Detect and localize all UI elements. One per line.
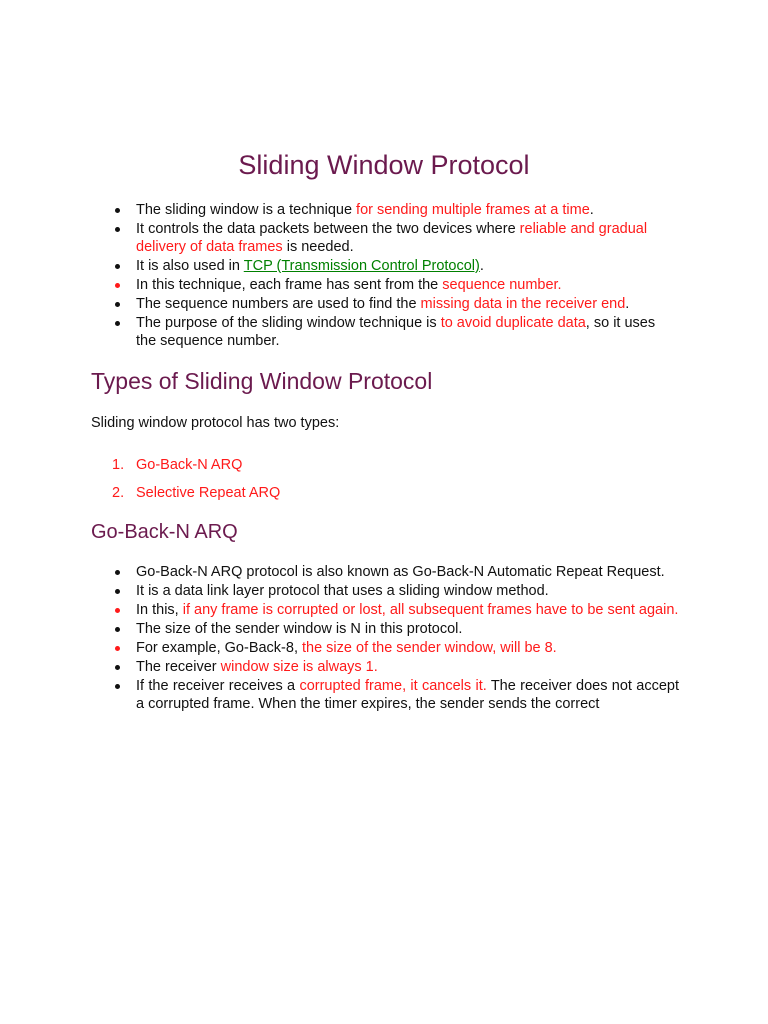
- bullet-emphasis: the size of the sender window, will be 8.: [302, 640, 557, 656]
- list-item: [91, 220, 679, 256]
- list-item: [91, 563, 679, 581]
- list-number: 2.: [112, 485, 125, 501]
- bullet-text: In this,: [136, 602, 183, 618]
- types-heading: Types of Sliding Window Protocol: [91, 368, 433, 394]
- bullet-text: It controls the data packets between the two devices where: [136, 221, 520, 237]
- list-item: [91, 314, 679, 350]
- bullet-text: , so it uses the sequence number.: [136, 315, 656, 349]
- bullet-text: Go-Back-N ARQ protocol is also known as Go-Back-N Automatic Repeat Request.: [136, 564, 665, 580]
- bullet-text: The purpose of the sliding window technique is: [136, 315, 441, 331]
- bullet-text: The receiver does not accept a corrupted frame. When the timer expires, the sender sends the correct: [136, 678, 679, 712]
- page-title: Sliding Window Protocol: [238, 150, 530, 180]
- bullet-text: .: [589, 202, 594, 218]
- list-item: [91, 276, 679, 294]
- types-intro-paragraph: Sliding window protocol has two types:: [91, 415, 340, 431]
- bullet-emphasis: corrupted frame, it cancels it.: [299, 678, 487, 694]
- bullet-emphasis: reliable and gradual delivery of data frames: [136, 221, 648, 255]
- bullet-text: .: [625, 296, 630, 312]
- list-item: [91, 639, 679, 657]
- list-item-label: Go-Back-N ARQ: [136, 457, 243, 473]
- bullet-text: If the receiver receives a: [136, 678, 300, 694]
- bullet-text: In this technique, each frame has sent from the: [136, 277, 443, 293]
- list-item: [91, 677, 679, 713]
- list-item: [91, 582, 679, 600]
- bullet-text: It is also used in: [136, 258, 244, 274]
- bullet-text: The sliding window is a technique: [136, 202, 357, 218]
- intro-bullet-list: [91, 201, 679, 351]
- types-numbered-list: [91, 456, 280, 512]
- bullet-text: The sequence numbers are used to find the: [136, 296, 421, 312]
- tcp-link[interactable]: TCP (Transmission Control Protocol): [243, 258, 480, 274]
- bullet-text: The receiver: [136, 659, 221, 675]
- bullet-text: It is a data link layer protocol that uses a sliding window method.: [136, 583, 549, 599]
- list-item: [91, 601, 679, 619]
- bullet-emphasis: to avoid duplicate data: [440, 315, 586, 331]
- list-item: [91, 456, 280, 474]
- bullet-emphasis: missing data in the receiver end: [420, 296, 626, 312]
- bullet-text: For example, Go-Back-8,: [136, 640, 302, 656]
- list-number: 1.: [112, 457, 125, 473]
- bullet-text: is needed.: [282, 239, 354, 255]
- list-item: [91, 257, 679, 275]
- list-item: [91, 201, 679, 219]
- gbn-heading: Go-Back-N ARQ: [91, 521, 238, 543]
- bullet-emphasis: if any frame is corrupted or lost, all subsequent frames have to be sent again.: [182, 602, 679, 618]
- bullet-text: The size of the sender window is N in this protocol.: [136, 621, 463, 637]
- bullet-text: .: [479, 258, 484, 274]
- bullet-emphasis: window size is always 1.: [220, 659, 378, 675]
- list-item: [91, 295, 679, 313]
- list-item: [91, 484, 280, 502]
- list-item: [91, 658, 679, 676]
- list-item: [91, 620, 679, 638]
- bullet-emphasis: for sending multiple frames at a time: [356, 202, 590, 218]
- list-item-label: Selective Repeat ARQ: [136, 485, 281, 501]
- bullet-emphasis: sequence number.: [442, 277, 562, 293]
- gbn-bullet-list: [91, 563, 679, 714]
